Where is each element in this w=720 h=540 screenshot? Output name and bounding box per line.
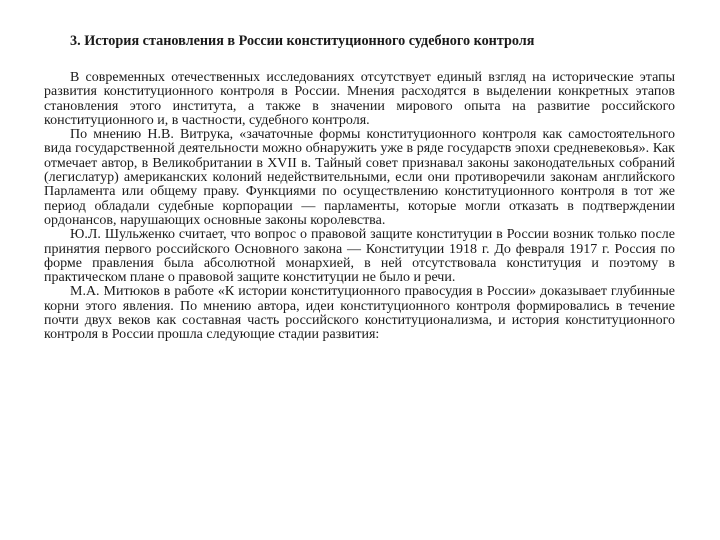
paragraph-4: М.А. Митюков в работе «К истории конституционного правосудия в России» доказывает глубинные корни этого явления. По мнению автора, идеи конституционного контроля формировались в течение почти двух веков как составная часть российского конституционализма, и история конституционного контроля в России прошла следующие стадии развития:: [44, 284, 675, 343]
paragraph-3: Ю.Л. Шульженко считает, что вопрос о правовой защите конституции в России возник только после принятия первого российского Основного закона — Конституции 1918 г. До февраля 1917 г. Россия по форме правления была абсолютной монархией, в ней отсутствовала конституция и поэтому в практическом плане о правовой защите конституции не было и речи.: [44, 227, 675, 286]
section-heading: 3. История становления в России конституционного судебного контроля: [70, 33, 535, 49]
document-body: [44, 71, 675, 343]
paragraph-1: В современных отечественных исследованиях отсутствует единый взгляд на исторические этапы развития конституционного контроля в России. Мнения расходятся в выделении конкретных этапов становления этого института, а также в значении мирового опыта на развитие российского конституционного и, в частности, судебного контроля.: [44, 70, 675, 128]
paragraph-2: По мнению Н.В. Витрука, «зачаточные формы конституционного контроля как самостоятельного вида государственной деятельности можно обнаружить уже в ряде государств эпохи средневековья». Как отмечает автор, в Великобритании в XVII в. Тайный совет признавал законы законодательных собраний (легислатур) американских колоний недействительными, если они противоречили законам английского Парламента или общему праву. Функциями по осуществлению конституционного контроля в тот же период обладали судебные корпорации — парламенты, которые могли отказать в подтверждении ордонансов, нарушающих основные законы королевства.: [44, 127, 675, 228]
